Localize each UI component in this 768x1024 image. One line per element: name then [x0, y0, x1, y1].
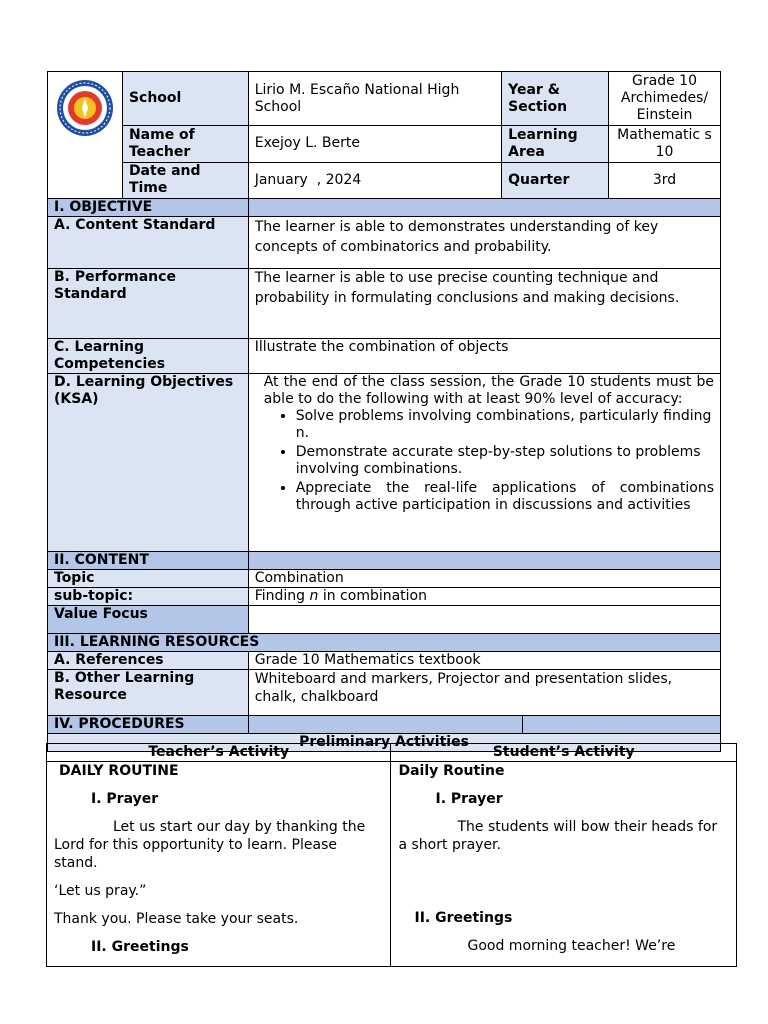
- teacher-lets-pray: ‘Let us pray.”: [54, 883, 147, 899]
- subtopic-variable: n: [309, 588, 319, 604]
- year-value: Grade 10 Archimedes/ Einstein: [609, 72, 721, 126]
- teacher-prayer-text: [54, 818, 390, 872]
- subtopic-label: sub-topic:: [48, 588, 249, 606]
- quarter-value: 3rd: [609, 162, 721, 198]
- ksa-item: • Solve problems involving combinations, particularly finding n.: [296, 408, 714, 442]
- teacher-greetings-heading: II. Greetings: [91, 939, 189, 955]
- topic-value: Combination: [248, 570, 720, 588]
- competencies-value: Illustrate the combination of objects: [248, 339, 720, 374]
- date-label: Date and Time: [122, 162, 248, 198]
- quarter-label: Quarter: [502, 162, 609, 198]
- teacher-activity-header: Teacher’s Activity: [47, 744, 391, 762]
- teacher-activity-cell: [47, 762, 391, 967]
- student-daily-routine: Daily Routine: [398, 763, 505, 779]
- other-resource-value: Whiteboard and markers, Projector and presentation slides, chalk, chalkboard: [248, 670, 720, 716]
- preliminary-heading: Preliminary Activities: [48, 734, 721, 752]
- subtopic-value: [248, 588, 720, 606]
- subtopic-prefix: Finding: [254, 588, 310, 604]
- procedures-heading: IV. PROCEDURES: [48, 716, 249, 734]
- objective-heading-fill: [248, 199, 720, 217]
- ksa-intro: At the end of the class session, the Grade 10 students must be able to do the following with at least 90% level of accuracy:: [263, 374, 714, 407]
- student-greetings-text: Good morning teacher! We’re: [467, 938, 676, 954]
- teacher-label: Name of Teacher: [122, 126, 248, 162]
- topic-label: Topic: [48, 570, 249, 588]
- other-resource-label: B. Other Learning Resource: [48, 670, 249, 716]
- school-value: Lirio M. Escaño National High School: [248, 72, 501, 126]
- student-activity-cell: [391, 762, 737, 967]
- lesson-plan-table: [47, 71, 721, 752]
- content-standard-label: A. Content Standard: [48, 217, 249, 269]
- ksa-item: • Demonstrate accurate step-by-step solutions to problems involving combinations.: [296, 444, 714, 478]
- objective-heading: I. OBJECTIVE: [48, 199, 249, 217]
- student-activity-header: Student’s Activity: [391, 744, 737, 762]
- teacher-prayer-heading: I. Prayer: [91, 791, 159, 807]
- activities-table: [46, 743, 737, 967]
- student-prayer-text: [398, 818, 736, 854]
- content-heading-fill: [248, 552, 720, 570]
- year-label: Year & Section: [502, 72, 609, 126]
- teacher-thank-you: Thank you. Please take your seats.: [54, 911, 299, 927]
- area-label: Learning Area: [502, 126, 609, 162]
- logo-cell: [48, 72, 123, 199]
- teacher-daily-routine: DAILY ROUTINE: [59, 763, 179, 779]
- area-value: Mathematic s 10: [609, 126, 721, 162]
- value-focus-label: Value Focus: [48, 606, 249, 634]
- school-seal-icon: [55, 78, 115, 138]
- teacher-prayer-body: Let us start our day by thanking the Lord for this opportunity to learn. Please stand.: [54, 819, 366, 871]
- ksa-label: D. Learning Objectives (KSA): [48, 374, 249, 552]
- performance-standard-label: B. Performance Standard: [48, 269, 249, 339]
- references-value: Grade 10 Mathematics textbook: [248, 652, 720, 670]
- student-prayer-heading: I. Prayer: [435, 791, 503, 807]
- performance-standard-value: The learner is able to use precise counting technique and probability in formulating conclusions and making decisions.: [248, 269, 720, 339]
- teacher-value: Exejoy L. Berte: [248, 126, 501, 162]
- student-greetings-heading: II. Greetings: [414, 910, 513, 926]
- value-focus-value: [248, 606, 720, 634]
- date-value: January , 2024: [248, 162, 501, 198]
- content-heading: II. CONTENT: [48, 552, 249, 570]
- resources-heading: III. LEARNING RESOURCES: [48, 634, 721, 652]
- procedures-heading-fill-1: [248, 716, 522, 734]
- procedures-heading-fill-2: [523, 716, 721, 734]
- ksa-list: [264, 408, 714, 514]
- school-label: School: [122, 72, 248, 126]
- ksa-value: [248, 374, 720, 552]
- references-label: A. References: [48, 652, 249, 670]
- content-standard-value: The learner is able to demonstrates understanding of key concepts of combinatorics and probability.: [248, 217, 720, 269]
- student-prayer-body: The students will bow their heads for a short prayer.: [398, 819, 718, 853]
- competencies-label: C. Learning Competencies: [48, 339, 249, 374]
- ksa-item: • Appreciate the real-life applications of combinations through active participation in discussions and activities: [296, 480, 714, 514]
- subtopic-suffix: in combination: [318, 588, 427, 604]
